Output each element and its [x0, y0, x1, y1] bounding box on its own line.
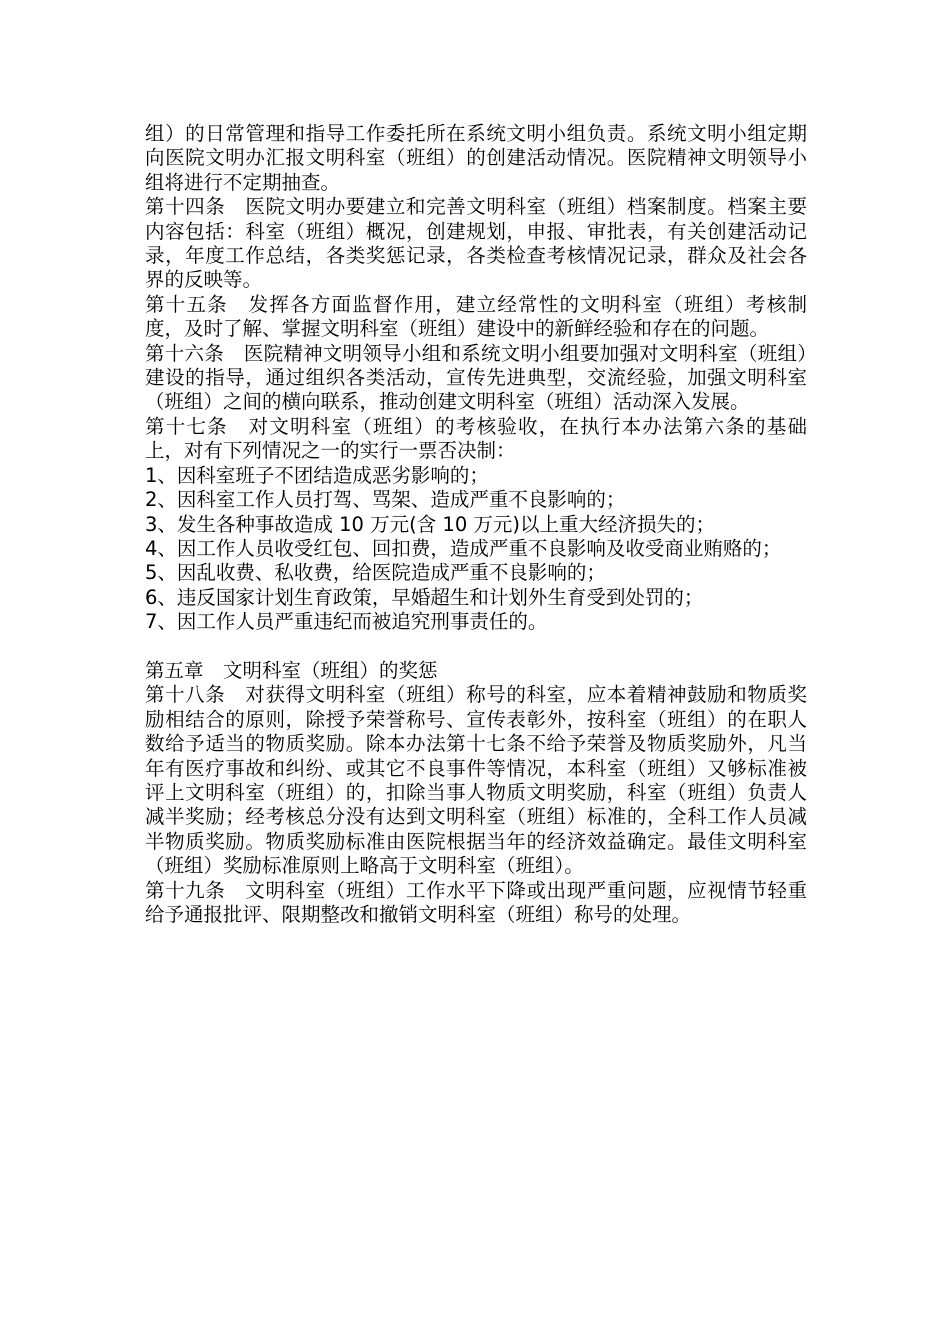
list-item: 1、因科室班子不团结造成恶劣影响的； [145, 463, 489, 487]
article-18: 第十八条 对获得文明科室（班组）称号的科室，应本着精神鼓励和物质奖励相结合的原则，除授予荣誉称号、宣传表彰外，按科室（班组）的在职人数给予适当的物质奖励。除本办法第十七条不给予荣誉及物质奖励外，凡当年有医疗事故和纠纷、或其它不良事件等情况，本科室（班组）又够标准被评上文明科室（班组）的，扣除当事人物质文明奖励，科室（班组）负责人减半奖励；经考核总分没有达到文明科室（班组）标准的，全科工作人员减半物质奖励。物质奖励标准由医院根据当年的经济效益确定。最佳文明科室（班组）奖励标准原则上略高于文明科室（班组）。 [145, 683, 807, 878]
list-item: 7、因工作人员严重违纪而被追究刑事责任的。 [145, 610, 548, 634]
list-item: 4、因工作人员收受红包、回扣费，造成严重不良影响及收受商业贿赂的； [145, 536, 782, 560]
article-16: 第十六条 医院精神文明领导小组和系统文明小组要加强对文明科室（班组）建设的指导，通过组织各类活动，宣传先进典型，交流经验，加强文明科室（班组）之间的横向联系，推动创建文明科室（班组）活动深入发展。 [145, 341, 807, 414]
chapter-heading: 第五章 文明科室（班组）的奖惩 [145, 658, 438, 682]
list-item: 6、违反国家计划生育政策，早婚超生和计划外生育受到处罚的； [145, 585, 704, 609]
list-item: 2、因科室工作人员打驾、骂架、造成严重不良影响的； [145, 488, 626, 512]
article-17: 第十七条 对文明科室（班组）的考核验收，在执行本办法第六条的基础上，对有下列情况之一的实行一票否决制： [145, 414, 807, 463]
article-19: 第十九条 文明科室（班组）工作水平下降或出现严重问题，应视情节轻重给予通报批评、限期整改和撤销文明科室（班组）称号的处理。 [145, 878, 807, 926]
document-body [145, 122, 807, 927]
paragraph-continuation: 组）的日常管理和指导工作委托所在系统文明小组负责。系统文明小组定期向医院文明办汇报文明科室（班组）的创建活动情况。医院精神文明领导小组将进行不定期抽查。 [145, 122, 807, 194]
article-14: 第十四条 医院文明办要建立和完善文明科室（班组）档案制度。档案主要内容包括：科室（班组）概况，创建规划，申报、审批表，有关创建活动记录，年度工作总结，各类奖惩记录，各类检查考核情况记录，群众及社会各界的反映等。 [145, 195, 807, 292]
list-item: 5、因乱收费、私收费，给医院造成严重不良影响的； [145, 561, 606, 585]
blank-line [145, 635, 807, 659]
list-item: 3、发生各种事故造成 10 万元(含 10 万元)以上重大经济损失的； [145, 512, 716, 536]
article-15: 第十五条 发挥各方面监督作用，建立经常性的文明科室（班组）考核制度，及时了解、掌握文明科室（班组）建设中的新鲜经验和存在的问题。 [145, 292, 807, 341]
